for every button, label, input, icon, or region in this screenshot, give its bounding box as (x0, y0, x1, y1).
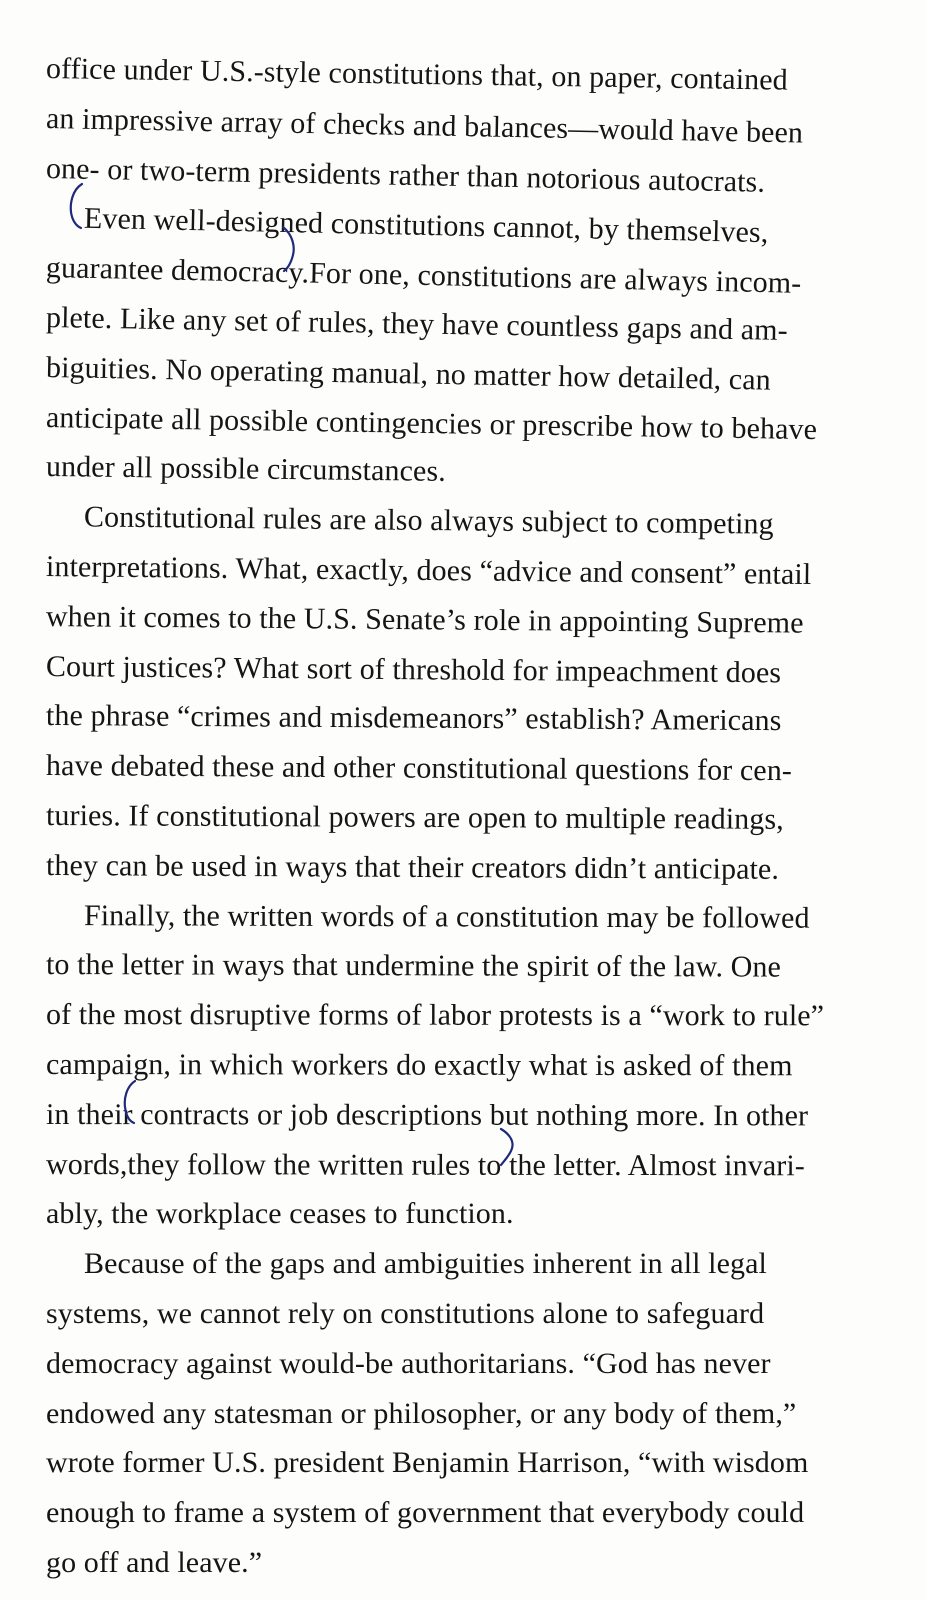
paragraph-start-line: Finally, the written words of a constitution may be followed (83, 898, 810, 935)
bracketed-sentence: guarantee democracy. (45, 251, 310, 290)
text-line: democracy against would-be authoritarians. “God has never (46, 1346, 771, 1380)
paragraph-start-line: Constitutional rules are also always subject to competing (83, 500, 774, 541)
text-line: systems, we cannot rely on constitutions alone to safeguard (46, 1296, 765, 1330)
text-line: biguities. No operating manual, no matter how detailed, can (45, 350, 772, 397)
text-line: guarantee democracy.For one, constitutions are always incom- (45, 251, 802, 301)
text-line: an impressive array of checks and balances—would have been (45, 101, 804, 150)
text-line: plete. Like any set of rules, they have countless gaps and am- (45, 300, 788, 347)
text-line: enough to frame a system of government that everybody could (46, 1496, 805, 1530)
text-line: wrote former U.S. president Benjamin Harrison, “with wisdom (46, 1446, 809, 1480)
body-text (46, 44, 836, 1588)
text-line: when it comes to the U.S. Senate’s role in appointing Supreme (45, 599, 804, 640)
bracketed-sentence: ably, the workplace ceases to function. (46, 1197, 514, 1231)
text-line (46, 1189, 836, 1239)
text-line: endowed any statesman or philosopher, or any body of them,” (46, 1396, 797, 1430)
paragraph-start-line: Because of the gaps and ambiguities inherent in all legal (84, 1247, 767, 1281)
text-line: the phrase “crimes and misdemeanors” establish? Americans (45, 699, 782, 738)
text-line: office under U.S.-style constitutions that, on paper, contained (45, 52, 789, 97)
text-line: under all possible circumstances. (45, 450, 447, 489)
text-line: turies. If constitutional powers are open to multiple readings, (45, 798, 784, 836)
bracketed-sentence: they follow the written rules to the letter. Almost invari- (127, 1147, 805, 1182)
text-line: campaign, in which workers do exactly what is asked of them (45, 1047, 793, 1083)
text-line: go off and leave.” (46, 1545, 263, 1579)
text-line: in their contracts or job descriptions but nothing more. In other (45, 1097, 809, 1133)
text-line: have debated these and other constitutional questions for cen- (45, 749, 793, 788)
text-line: Court justices? What sort of threshold for impeachment does (45, 649, 782, 689)
paragraph-start-line: Even well-designed constitutions cannot, by themselves, (83, 202, 769, 250)
text-line: anticipate all possible contingencies or prescribe how to behave (45, 400, 818, 446)
text-line: to the letter in ways that undermine the spirit of the law. One (45, 948, 782, 984)
text-line: of the most disruptive forms of labor protests is a “work to rule” (45, 998, 825, 1033)
text-line: one- or two-term presidents rather than notorious autocrats. (45, 151, 766, 199)
text-line: words,they follow the written rules to the letter. Almost invari- (45, 1147, 805, 1182)
text-line: they can be used in ways that their creators didn’t anticipate. (45, 848, 780, 886)
text-line: interpretations. What, exactly, does “advice and consent” entail (45, 549, 812, 591)
